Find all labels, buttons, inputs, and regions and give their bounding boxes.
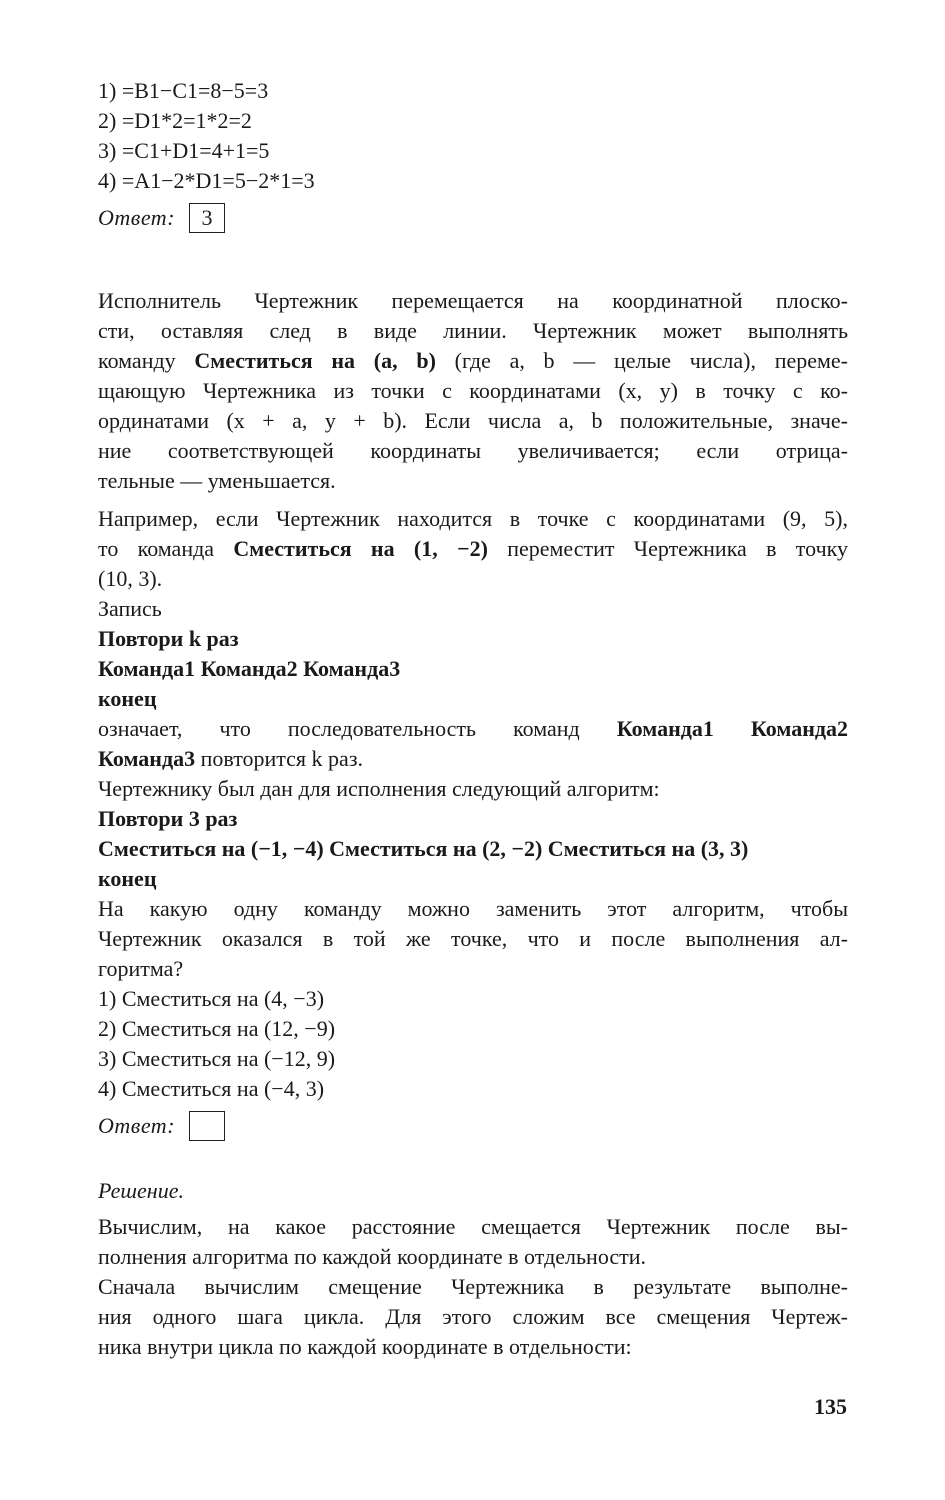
option-4: 4) Сместиться на (−4, 3) xyxy=(98,1076,325,1101)
answer-label: Ответ: xyxy=(98,1113,176,1138)
question-line-1: На какую одну команду можно заменить этот алгоритм, чтобы xyxy=(98,896,848,921)
algorithm-line: Сместиться на (−1, −4) Сместиться на (2, −2) Сместиться на (3, 3) xyxy=(98,836,749,861)
question-line-2: Чертежник оказался в той же точке, что и после выполнения ал- xyxy=(98,926,848,951)
option-2: 2) Сместиться на (12, −9) xyxy=(98,1016,336,1041)
prev-option-2: 2) =D1*2=1*2=2 xyxy=(98,108,252,133)
record-label: Запись xyxy=(98,596,162,621)
commands-line: Команда1 Команда2 Команда3 xyxy=(98,656,401,681)
prev-answer-box: 3 xyxy=(189,203,225,233)
problem-line-6: ние соответствующей координаты увеличивается; если отрица- xyxy=(98,438,848,463)
answer-box[interactable] xyxy=(189,1111,225,1141)
question-line-3: горитма? xyxy=(98,956,184,981)
end-1: конец xyxy=(98,686,157,711)
example-line-2: то команда Сместиться на (1, −2) переместит Чертежника в точку xyxy=(98,536,849,561)
answer xyxy=(98,1106,848,1146)
prev-answer xyxy=(98,198,848,238)
means-line-2: Команда3 повторится k раз. xyxy=(98,746,364,771)
solution-line-5: ника внутри цикла по каждой координате в отдельности: xyxy=(98,1334,632,1359)
example-paragraph xyxy=(98,504,848,984)
given-line: Чертежнику был дан для исполнения следующий алгоритм: xyxy=(98,776,660,801)
option-1: 1) Сместиться на (4, −3) xyxy=(98,986,325,1011)
solution-line-1: Вычислим, на какое расстояние смещается Чертежник после вы- xyxy=(98,1214,848,1239)
solution-line-2: полнения алгоритма по каждой координате в отдельности. xyxy=(98,1244,647,1269)
end-2: конец xyxy=(98,866,157,891)
command-name: Сместиться на (a, b) xyxy=(194,348,436,373)
repeat-3: Повтори 3 раз xyxy=(98,806,238,831)
page-number: 135 xyxy=(814,1394,847,1419)
example-line-1: Например, если Чертежник находится в точке с координатами (9, 5), xyxy=(98,506,848,531)
problem-line-3: команду Сместиться на (a, b) (где a, b — целые числа), переме- xyxy=(98,348,849,373)
means-line-1: означает, что последовательность команд Команда1 Команда2 xyxy=(98,716,848,741)
page-content xyxy=(98,76,848,1362)
solution xyxy=(98,1176,848,1362)
answer-options xyxy=(98,984,848,1104)
problem-line-1: Исполнитель Чертежник перемещается на координатной плоско- xyxy=(98,288,848,313)
example-line-3: (10, 3). xyxy=(98,566,163,591)
problem-line-7: тельные — уменьшается. xyxy=(98,468,336,493)
solution-line-3: Сначала вычислим смещение Чертежника в результате выполне- xyxy=(98,1274,848,1299)
solution-heading: Решение. xyxy=(98,1178,184,1203)
repeat-k: Повтори k раз xyxy=(98,626,239,651)
prev-option-3: 3) =C1+D1=4+1=5 xyxy=(98,138,270,163)
problem-statement xyxy=(98,286,848,496)
prev-option-4: 4) =A1−2*D1=5−2*1=3 xyxy=(98,168,315,193)
option-3: 3) Сместиться на (−12, 9) xyxy=(98,1046,336,1071)
problem-line-2: сти, оставляя след в виде линии. Чертежник может выполнять xyxy=(98,318,848,343)
problem-line-4: щающую Чертежника из точки с координатами (x, y) в точку с ко- xyxy=(98,378,848,403)
prev-options xyxy=(98,76,848,196)
problem-line-5: ординатами (x + a, y + b). Если числа a, b положительные, значе- xyxy=(98,408,848,433)
solution-line-4: ния одного шага цикла. Для этого сложим все смещения Чертеж- xyxy=(98,1304,848,1329)
prev-option-1: 1) =B1−C1=8−5=3 xyxy=(98,78,269,103)
prev-answer-label: Ответ: xyxy=(98,205,176,230)
